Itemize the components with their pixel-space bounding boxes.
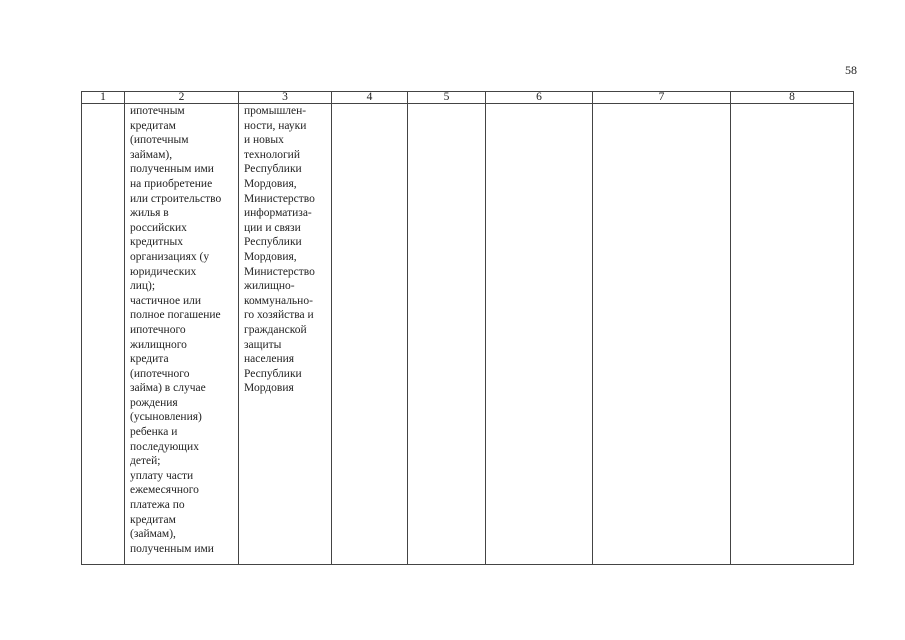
header-cell-1: 1 [82, 92, 125, 104]
cell-col2 [125, 104, 239, 565]
cell-col1 [82, 104, 125, 565]
header-cell-8: 8 [731, 92, 854, 104]
header-cell-4: 4 [332, 92, 408, 104]
cell-col6 [486, 104, 593, 565]
header-cell-2: 2 [125, 92, 239, 104]
header-cell-5: 5 [408, 92, 486, 104]
cell-col5 [408, 104, 486, 565]
table-row [82, 104, 854, 565]
table-header-row [82, 92, 854, 104]
cell-col3-text: промышлен- ности, науки и новых технологий Республики Мордовия, Министерство информатиза- ции и связи Республики Мордовия, Министерство жилищно- коммунально- го хозяйства и гражданской защиты населения Республики Мордовия [244, 105, 315, 395]
cell-col3 [239, 104, 332, 565]
header-cell-6: 6 [486, 92, 593, 104]
data-table [81, 91, 854, 565]
page-number: 58 [845, 63, 857, 77]
cell-col2-text: ипотечным кредитам (ипотечным займам), полученным ими на приобретение или строительство жилья в российских кредитных организациях (у юридических лиц); частичное или полное погашение ипотечного жилищного кредита (ипотечного займа) в случае рождения (усыновления) ребенка и последующих детей; уплату части ежемесячного платежа по кредитам (займам), полученным ими [130, 105, 222, 555]
header-cell-3: 3 [239, 92, 332, 104]
cell-col8 [731, 104, 854, 565]
header-cell-7: 7 [593, 92, 731, 104]
cell-col7 [593, 104, 731, 565]
cell-col4 [332, 104, 408, 565]
